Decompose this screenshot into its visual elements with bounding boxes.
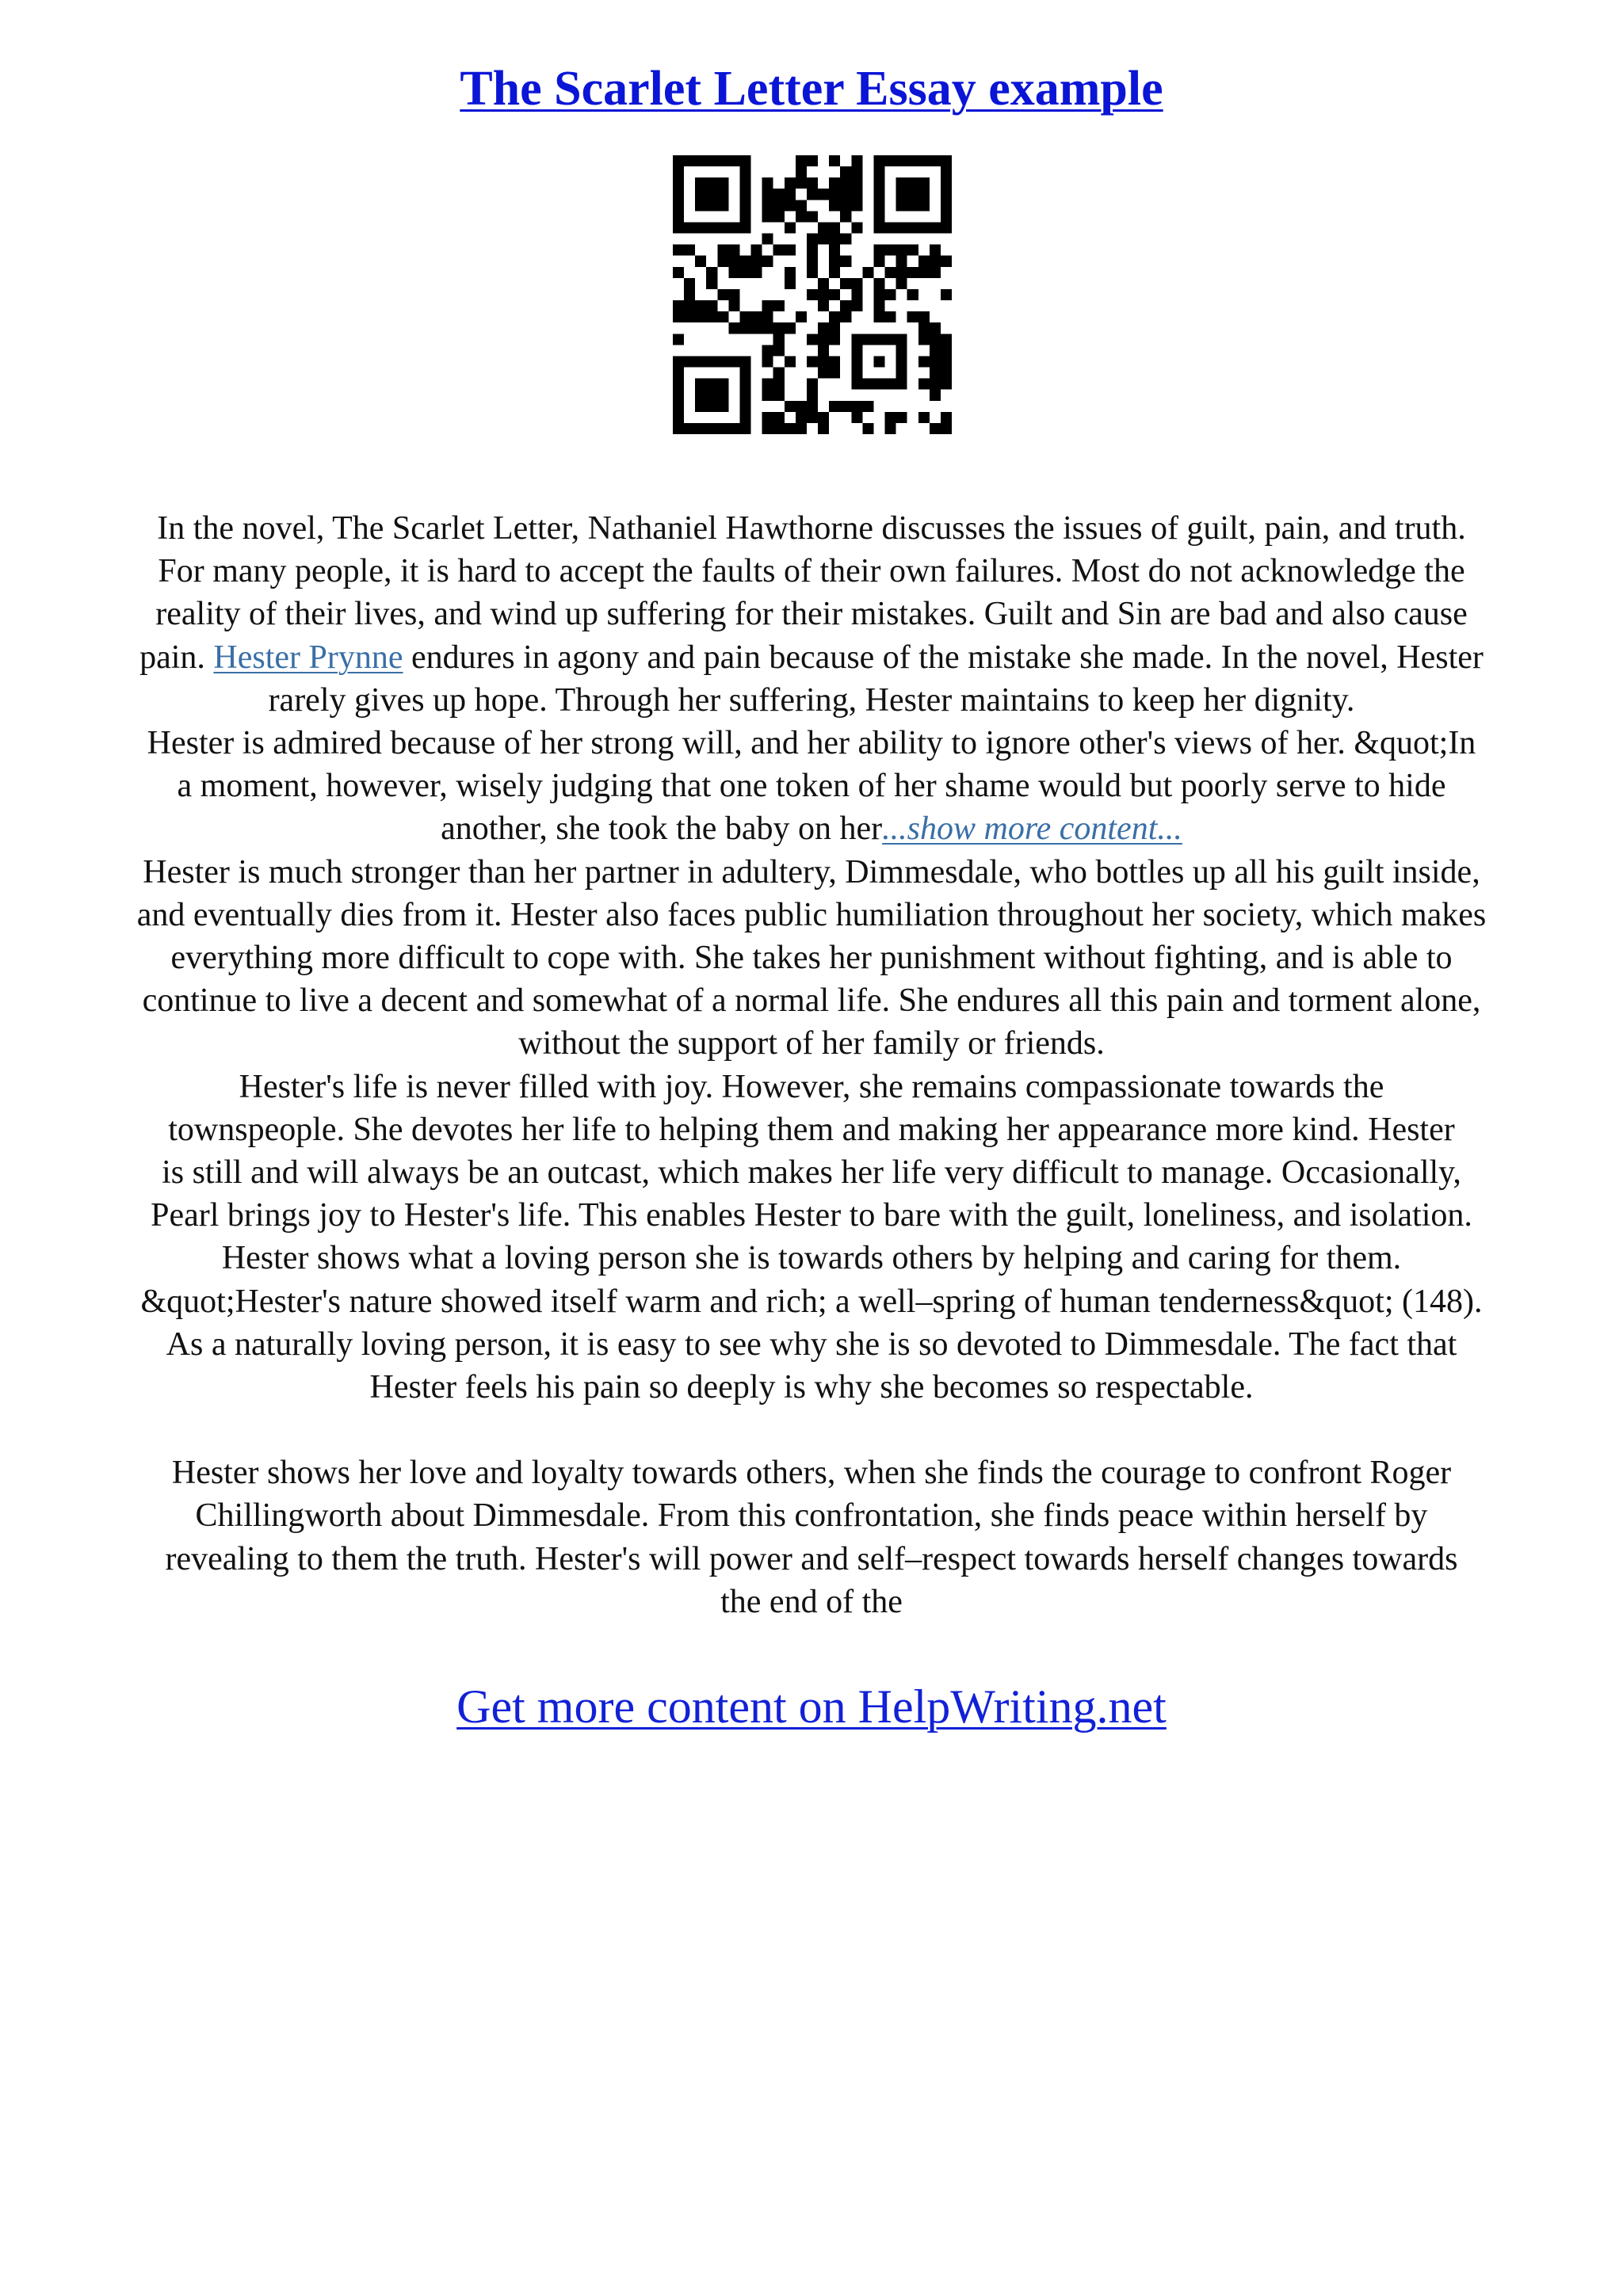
text-line: Hester is admired because of her strong will, and her ability to ignore other's views of her. &quot;In [147,725,1476,762]
text-line [55,636,1568,679]
text-line: Hester shows her love and loyalty towards others, when she finds the courage to confront Roger [171,1455,1452,1492]
text-line: Hester's life is never filled with joy. However, she remains compassionate towards the [239,1068,1384,1105]
text-line: and eventually dies from it. Hester also faces public humiliation throughout her society, which makes [136,896,1487,933]
essay-body [55,507,1568,1623]
text-line: As a naturally loving person, it is easy to see why she is so devoted to Dimmesdale. The fact that [166,1325,1457,1363]
show-more-content-link[interactable]: ...show more content... [882,810,1182,848]
text-line: For many people, it is hard to accept the faults of their own failures. Most do not acknowledge the [158,553,1465,590]
text-line: reality of their lives, and wind up suffering for their mistakes. Guilt and Sin are bad and also cause [155,596,1468,633]
text-line: Hester feels his pain so deeply is why she becomes so respectable. [369,1369,1254,1406]
text-line: Hester is much stronger than her partner in adultery, Dimmesdale, who bottles up all his guilt inside, [143,853,1480,891]
text-line: without the support of her family or friends. [518,1025,1105,1062]
page-title [0,57,1623,120]
text-line: rarely gives up hope. Through her suffering, Hester maintains to keep her dignity. [268,681,1355,719]
text-line: a moment, however, wisely judging that one token of her shame would but poorly serve to hide [177,768,1446,805]
paragraph-spacer [55,1409,1568,1451]
text-line: revealing to them the truth. Hester's will power and self–respect towards herself changes towards [165,1540,1458,1577]
qr-code-icon [673,155,952,434]
text-line: Pearl brings joy to Hester's life. This enables Hester to bare with the guilt, loneliness, and isolation. [151,1197,1472,1234]
text-line [55,807,1568,850]
footer-cta [0,1676,1623,1737]
text-line: is still and will always be an outcast, which makes her life very difficult to manage. Occasionally, [162,1154,1461,1192]
text-line: the end of the [720,1583,903,1620]
text-line: everything more difficult to cope with. She takes her punishment without fighting, and is able to [170,940,1453,977]
title-link[interactable]: The Scarlet Letter Essay example [460,62,1163,116]
text-fragment: another, she took the baby on her [441,810,883,848]
text-line: &quot;Hester's nature showed itself warm and rich; a well–spring of human tenderness&quot; (148). [140,1283,1483,1320]
hester-prynne-link[interactable]: Hester Prynne [213,639,403,676]
text-line: Chillingworth about Dimmesdale. From this confrontation, she finds peace within herself by [195,1497,1428,1535]
text-line: In the novel, The Scarlet Letter, Nathaniel Hawthorne discusses the issues of guilt, pain, and truth. [157,510,1466,547]
text-fragment: pain. [139,639,205,676]
text-line: Hester shows what a loving person she is towards others by helping and caring for them. [221,1240,1402,1277]
text-line: continue to live a decent and somewhat of a normal life. She endures all this pain and torment alone, [142,982,1481,1020]
helpwriting-link[interactable]: Get more content on HelpWriting.net [456,1680,1167,1733]
text-fragment: endures in agony and pain because of the mistake she made. In the novel, Hester [411,639,1484,676]
text-line: townspeople. She devotes her life to helping them and making her appearance more kind. Hester [168,1111,1455,1148]
